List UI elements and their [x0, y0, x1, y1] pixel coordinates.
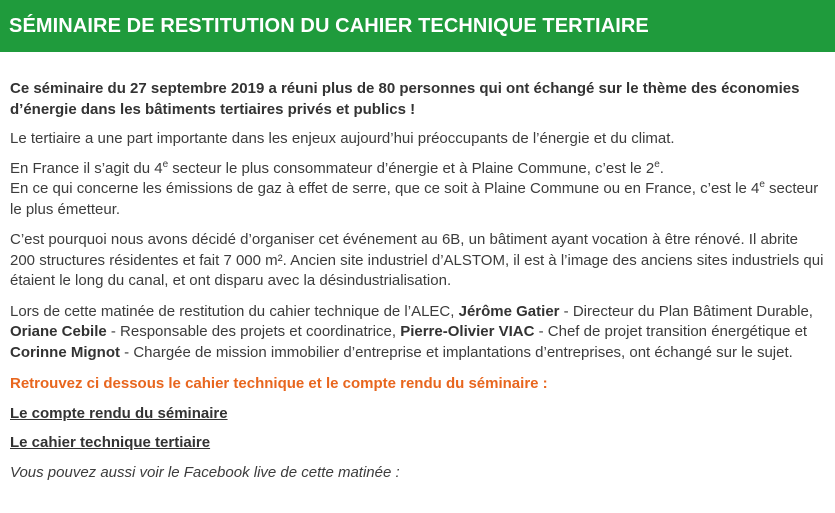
- seminar-report-link[interactable]: Le compte rendu du séminaire: [10, 404, 228, 422]
- speaker-name: Pierre-Olivier VIAC: [400, 323, 535, 340]
- paragraph-speakers: Lors de cette matinée de restitution du cahier technique de l’ALEC, Jérôme Gatier - Directeur du Plan Bâtiment Durable, Oriane Cebile - Responsable des projets et coordinatrice, Pierre-Olivier VIAC - Chef de projet transition énergétique et Corinne Mignot - Chargée de mission immobilier d’entreprise et implantations d’entreprises, ont échangé sur le sujet.: [10, 302, 813, 361]
- article-body: [0, 52, 835, 483]
- downloads-heading: Retrouvez ci dessous le cahier technique et le compte rendu du séminaire :: [10, 375, 548, 392]
- speaker-name: Jérôme Gatier: [458, 302, 560, 320]
- facebook-live-note: Vous pouvez aussi voir le Facebook live de cette matinée :: [10, 463, 400, 481]
- page-banner: [0, 0, 835, 52]
- paragraph-tertiary-share: Le tertiaire a une part importante dans les enjeux aujourd’hui préoccupants de l’énergie et du climat.: [10, 130, 675, 147]
- technical-booklet-link[interactable]: Le cahier technique tertiaire: [10, 434, 211, 451]
- paragraph-venue: C’est pourquoi nous avons décidé d’organiser cet événement au 6B, un bâtiment ayant vocation à être rénové. Il abrite 200 structures résidentes et fait 7 000 m². Ancien site industriel d’ALSTOM, il est à l’image des anciens sites industriels qui étaient le long du canal, et ont disparu avec la désindustrialisation.: [10, 231, 824, 289]
- speaker-name: Oriane Cebile: [10, 323, 107, 340]
- intro-paragraph: Ce séminaire du 27 septembre 2019 a réuni plus de 80 personnes qui ont échangé sur le thème des économies d’énergie dans les bâtiments tertiaires privés et publics !: [10, 80, 800, 118]
- speaker-name: Corinne Mignot: [10, 343, 120, 361]
- paragraph-consumption-rank: En France il s’agit du 4e secteur le plus consommateur d’énergie et à Plaine Commune, c’est le 2e. En ce qui concerne les émissions de gaz à effet de serre, que ce soit à Plaine Commune ou en France, c’est le 4e secteur le plus émetteur.: [10, 158, 819, 218]
- page-title: SÉMINAIRE DE RESTITUTION DU CAHIER TECHNIQUE TERTIAIRE: [9, 14, 649, 37]
